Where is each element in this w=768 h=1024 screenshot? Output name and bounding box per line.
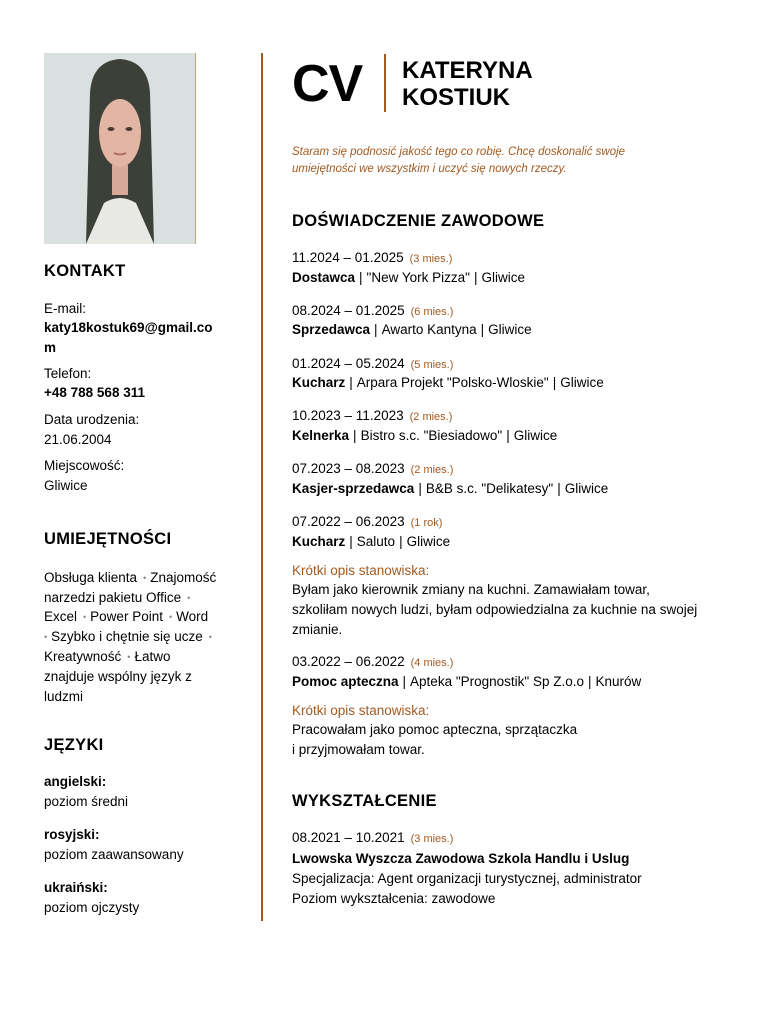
skill-separator: •	[83, 611, 87, 622]
job-company: B&B s.c. "Delikatesy"	[425, 481, 554, 496]
period-text: 10.2023 – 11.2023	[292, 408, 404, 423]
duration-text: (2 mies.)	[410, 464, 454, 476]
period-text: 08.2021 – 10.2021	[292, 830, 405, 845]
job-period	[292, 514, 442, 529]
education-level: Poziom wykształcenia: zawodowe	[292, 891, 496, 906]
job-role: Kasjer-sprzedawca	[292, 481, 415, 496]
job-period	[292, 303, 453, 318]
job-company: "New York Pizza"	[366, 270, 470, 285]
skill-item: Excel	[44, 609, 78, 624]
skill-item: Szybko i chętnie się ucze	[51, 629, 203, 644]
job-period	[292, 461, 453, 476]
column-divider	[261, 53, 263, 921]
birth-value: 21.06.2004	[44, 432, 112, 447]
job-city: Gliwice	[406, 534, 451, 549]
skills-line	[44, 588, 194, 608]
skills-heading: UMIEJĘTNOŚCI	[44, 530, 172, 548]
skill-separator: •	[208, 631, 212, 642]
job-period	[292, 250, 452, 265]
job-city: Gliwice	[513, 428, 558, 443]
phone-value: +48 788 568 311	[44, 385, 145, 400]
skills-line	[44, 607, 208, 627]
job-role: Pomoc apteczna	[292, 674, 399, 689]
job-role: Kelnerka	[292, 428, 350, 443]
job-company: Apteka "Prognostik" Sp Z.o.o	[410, 674, 584, 689]
motto-line: Staram się podnosić jakość tego co robię. Chcę doskonalić swoje	[292, 146, 626, 158]
header-divider	[384, 54, 386, 112]
job-line: Kucharz | Arpara Projekt "Polsko-Wloskie" | Gliwice	[292, 375, 604, 390]
duration-text: (6 mies.)	[410, 306, 454, 318]
skill-item: Znajomość	[150, 570, 217, 585]
city-value: Gliwice	[44, 478, 88, 493]
job-role: Kucharz	[292, 534, 346, 549]
language-level: poziom zaawansowany	[44, 847, 184, 862]
motto-line: umiejętności we wszystkim i uczyć się nowych rzeczy.	[292, 163, 567, 175]
job-desc-label: Krótki opis stanowiska:	[292, 703, 430, 718]
skill-separator: •	[127, 651, 131, 662]
job-line: Pomoc apteczna | Apteka "Prognostik" Sp Z.o.o | Knurów	[292, 674, 642, 689]
job-desc-line: Byłam jako kierownik zmiany na kuchni. Zamawiałam towar,	[292, 582, 650, 597]
job-desc-line: szkoliłam nowych ludzi, byłam odpowiedzialna za kuchnie na swojej	[292, 602, 698, 617]
education-period	[292, 830, 453, 845]
skill-separator: •	[168, 611, 173, 622]
skills-line: ludzmi	[44, 689, 84, 704]
job-period	[292, 654, 453, 669]
skill-separator: •	[187, 592, 191, 603]
job-role: Dostawca	[292, 270, 356, 285]
cv-label: CV	[292, 55, 363, 113]
skills-line	[44, 568, 216, 588]
email-label: E-mail:	[44, 301, 87, 316]
job-city: Knurów	[595, 674, 642, 689]
period-text: 08.2024 – 01.2025	[292, 303, 405, 318]
job-company: Bistro s.c. "Biesiadowo"	[360, 428, 503, 443]
duration-text: (4 mies.)	[410, 657, 454, 669]
contact-heading: KONTAKT	[44, 262, 126, 280]
languages-heading: JĘZYKI	[44, 736, 104, 754]
duration-text: (3 mies.)	[410, 833, 454, 845]
birth-label: Data urodzenia:	[44, 412, 140, 427]
period-text: 03.2022 – 06.2022	[292, 654, 405, 669]
period-text: 07.2022 – 06.2023	[292, 514, 405, 529]
period-text: 01.2024 – 05.2024	[292, 356, 405, 371]
skills-line	[44, 647, 170, 667]
duration-text: (2 mies.)	[409, 411, 453, 423]
skill-item: Łatwo	[134, 649, 171, 664]
job-role: Kucharz	[292, 375, 346, 390]
job-line: Kelnerka | Bistro s.c. "Biesiadowo" | Gliwice	[292, 428, 558, 443]
city-label: Miejscowość:	[44, 458, 125, 473]
language-name: ukraiński:	[44, 880, 108, 895]
skill-item: Word	[176, 609, 209, 624]
job-line: Kucharz | Saluto | Gliwice	[292, 534, 451, 549]
job-company: Saluto	[356, 534, 396, 549]
job-line: Dostawca | "New York Pizza" | Gliwice	[292, 270, 525, 285]
skill-item: Obsługa klienta	[44, 570, 138, 585]
job-desc-line: i przyjmowałam towar.	[292, 742, 425, 757]
language-level: poziom ojczysty	[44, 900, 140, 915]
duration-text: (1 rok)	[410, 517, 443, 529]
job-period	[292, 408, 452, 423]
job-city: Gliwice	[564, 481, 609, 496]
last-name: KOSTIUK	[402, 84, 510, 111]
period-text: 07.2023 – 08.2023	[292, 461, 405, 476]
skills-line	[44, 627, 216, 647]
job-city: Gliwice	[488, 322, 532, 337]
job-company: Arpara Projekt "Polsko-Wloskie"	[356, 375, 549, 390]
duration-text: (3 mies.)	[409, 253, 453, 265]
skills-line: znajduje wspólny język z	[44, 669, 192, 684]
job-line: Sprzedawca | Awarto Kantyna | Gliwice	[292, 322, 532, 337]
first-name: KATERYNA	[402, 57, 533, 84]
email-value-line1: katy18kostuk69@gmail.co	[44, 320, 213, 335]
skill-item: narzedzi pakietu Office	[44, 590, 182, 605]
job-desc-line: Pracowałam jako pomoc apteczna, sprzątaczka	[292, 722, 578, 737]
job-period	[292, 356, 453, 371]
job-role: Sprzedawca	[292, 322, 371, 337]
language-level: poziom średni	[44, 794, 129, 809]
skill-item: Power Point	[90, 609, 163, 624]
phone-label: Telefon:	[44, 366, 92, 381]
duration-text: (5 mies.)	[410, 359, 454, 371]
language-name: angielski:	[44, 774, 107, 789]
period-text: 11.2024 – 01.2025	[292, 250, 404, 265]
email-value-line2: m	[44, 340, 57, 355]
education-heading: WYKSZTAŁCENIE	[292, 792, 437, 810]
education-school: Lwowska Wyszcza Zawodowa Szkola Handlu i Uslug	[292, 851, 630, 866]
skill-separator: •	[143, 572, 147, 583]
job-desc-line: zmianie.	[292, 622, 343, 637]
job-company: Awarto Kantyna	[381, 322, 477, 337]
job-desc-label: Krótki opis stanowiska:	[292, 563, 430, 578]
skill-separator: •	[44, 631, 48, 642]
experience-heading: DOŚWIADCZENIE ZAWODOWE	[292, 212, 545, 230]
job-city: Gliwice	[481, 270, 525, 285]
skill-item: Kreatywność	[44, 649, 122, 664]
education-specialization: Specjalizacja: Agent organizacji turystycznej, administrator	[292, 871, 642, 886]
language-name: rosyjski:	[44, 827, 100, 842]
job-line: Kasjer-sprzedawca | B&B s.c. "Delikatesy" | Gliwice	[292, 481, 609, 496]
profile-photo	[44, 53, 196, 244]
job-city: Gliwice	[560, 375, 604, 390]
